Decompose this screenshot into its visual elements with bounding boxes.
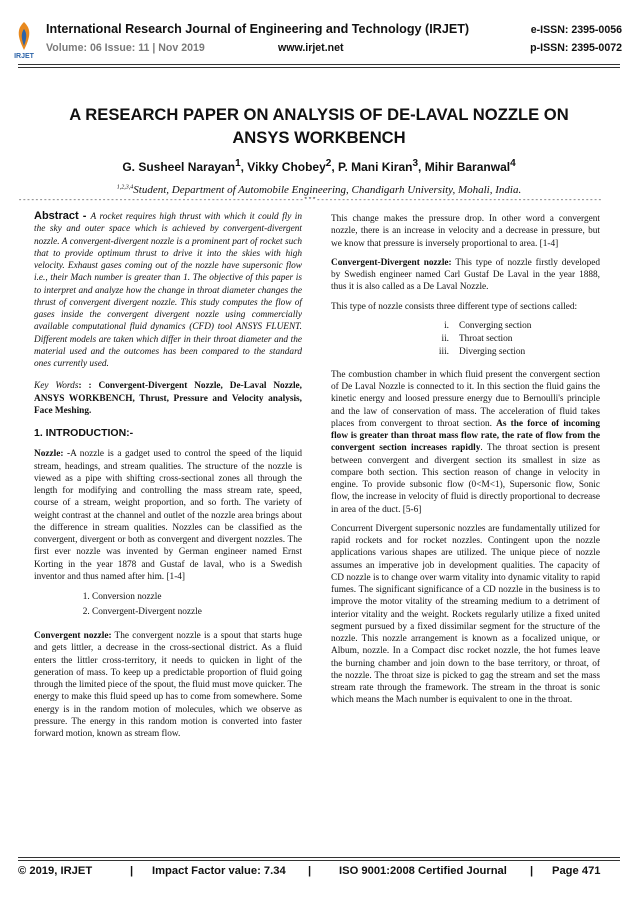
intro-heading: 1. INTRODUCTION:- (34, 427, 134, 439)
affiliation (40, 184, 598, 196)
author-name: Vikky Chobey (247, 160, 326, 174)
list-number: ii. (441, 333, 449, 344)
footer-iso: ISO 9001:2008 Certified Journal (339, 865, 507, 877)
journal-website: www.irjet.net (278, 42, 344, 54)
volume-issue: Volume: 06 Issue: 11 | Nov 2019 (46, 42, 205, 54)
paragraph-bold: As the force of incoming flow is greater than throat mass flow rate, the rate of flow from the convergent section increases rapidly (331, 418, 600, 454)
list-label: Throat section (459, 333, 513, 344)
list-label: Converging section (459, 320, 532, 331)
pissn: p-ISSN: 2395-0072 (530, 42, 622, 54)
header-rule-bottom (18, 67, 620, 68)
title-line-1: A RESEARCH PAPER ON ANALYSIS OF DE-LAVAL NOZZLE ON (69, 105, 569, 124)
paragraph-part: The combustion chamber in which fluid present the convergent section of De Laval Nozzle is connected to it. In this section the fluid gains the kinetic energy and loosed pressure energy due to Bernoulli's principle and the law of conservation of mass. The acceleration of fluid takes places from convergent to throat section. (331, 369, 600, 429)
paragraph: This type of nozzle consists three different type of sections called: (331, 301, 578, 312)
nozzle-label: Nozzle: - (34, 449, 71, 460)
author-sup: 2 (325, 158, 332, 169)
list-item (331, 346, 600, 359)
list-item: 2. Convergent-Divergent nozzle (92, 605, 302, 620)
eissn: e-ISSN: 2395-0056 (530, 24, 622, 36)
list-label: Diverging section (459, 346, 526, 357)
separator-line: --------------------------------------------------------------------***-------------------------------------------------------------------- (18, 197, 602, 205)
paragraph: Concurrent Divergent supersonic nozzles are fundamentally utilized for rapid rockets and for rocket nozzles. Contingent upon the nozzle applications various shapes are utilized. The unique piece of nozzle assumes an imperative job in development qualities. The capacity of CD nozzle is to change over warm vitality into dynamic vitality to rapid fumes. The significant significance of a CD nozzle in the business is to improve the motor vitality of the streaming medium to a detriment of interior vitality and the weight. Rockets regularly utilize a fixed united segment pursued by a fixed dissimilar segment for the structure of the nozzle. This nozzle arrangement is known as a focalized unique, or Album, nozzle. In a Compact disc rocket nozzle, the hot fumes leave the burning chamber and join down to the base territory, or throat, of the nozzle. The throat size is picked to gag the stream and set the mass stream rate through the framework. The stream in the throat is sonic which means the Mach number is equivalent to one in the throat. (331, 523, 600, 706)
author-name: P. Mani Kiran (338, 160, 413, 174)
author-sup: 4 (510, 158, 516, 169)
logo-text: IRJET (14, 53, 34, 60)
left-column (34, 210, 302, 747)
author-name: G. Susheel Narayan (122, 160, 236, 174)
title-line-2: ANSYS WORKBENCH (232, 128, 406, 147)
list-number: i. (444, 320, 449, 331)
footer-rule-top (18, 857, 620, 858)
list-item (331, 320, 600, 333)
right-column (331, 213, 600, 714)
author-sup: 3 (412, 158, 419, 169)
footer-separator: | (130, 865, 134, 877)
abstract-text: A rocket requires high thrust with which it could fly in the sky and outer space which is achieved by convergent-divergent nozzle. A convergent-divergent nozzle is a prominent part of rocket such that to provide optimum thrust to drive it into the skies with high velocity. Exhaust gases coming out of the nozzle have supersonic flow i.e., their Mach number is greater than 1. The objective of this paper is to interpret and analyze how the change in throat diameter changes the thrust of convergent divergent nozzle. This study computes the flow of gases inside the convergent divergent nozzle using commercially available computational fluid dynamics (CFD) tool ANSYS FLUENT. Different models are taken which differ in their throat diameter and the material used and the outcomes has been compared to the standard ones currently used. (34, 212, 302, 369)
paragraph-part: . The throat section is present between convergent and divergent section its smallest in size as compare both section. This section reason of change in velocity in engine. To provide subsonic flow (0<M<1), Supersonic flow, Sonic flow, the increase in velocity of fluid is directly proportional to decrease in area of the duct. [5-6] (331, 443, 600, 515)
convergent-label: Convergent nozzle: (34, 631, 112, 641)
list-number: iii. (438, 346, 449, 357)
footer-page: Page 471 (552, 865, 601, 877)
cd-nozzle-label: Convergent-Divergent nozzle: (331, 257, 452, 268)
keywords-text: : : Convergent-Divergent Nozzle, De-Laval Nozzle, ANSYS WORKBENCH, Thrust, Pressure and Velocity analysis, Face Meshing. (34, 381, 302, 416)
section-list (331, 320, 600, 359)
footer-separator: | (308, 865, 312, 877)
nozzle-type-list (34, 590, 302, 620)
footer-separator: | (530, 865, 534, 877)
page-header (0, 0, 638, 86)
affiliation-text: Student, Department of Automobile Engineering, Chandigarh University, Mohali, India. (133, 184, 522, 196)
author-sup: 1 (235, 158, 241, 169)
header-rule-top (18, 64, 620, 65)
affiliation-sup: 1,2,3,4 (116, 184, 134, 191)
abstract-label: Abstract - (34, 210, 91, 222)
journal-title: International Research Journal of Engineering and Technology (IRJET) (46, 22, 470, 36)
author-name: Mihir Baranwal (424, 160, 511, 174)
paragraph: This change makes the pressure drop. In other word a convergent nozzle, there is an increase in velocity and a decrease in pressure, but we know that pressure is inversely proportional to area. [1-4] (331, 214, 600, 249)
list-item: 1. Conversion nozzle (92, 590, 302, 605)
list-item (331, 333, 600, 346)
convergent-text: The convergent nozzle is a spout that starts huge and gets littler, a decrease in the cross-sectional district. As a fluid enters the littler cross-territory, it needs to quicken in light of the generation of mass. To keep up a predictable proportion of fluid going through the limited piece of the spout, the fluid must move quicker. The energy to make this fluid speed up has to come from somewhere. Some energy is in the random motion of molecules, which we observe as pressure. The energy in this random motion is converted into faster forward motion, known as stream flow. (34, 631, 302, 739)
footer-rule-bottom (18, 860, 620, 861)
paper-title (40, 103, 598, 149)
footer-impact: Impact Factor value: 7.34 (152, 865, 286, 877)
keywords-label: Key Words (34, 381, 79, 392)
cd-nozzle-text: This type of nozzle firstly developed by Swedish engineer named Carl Gustaf De Laval in the year 1888, thus it is also called as a De Laval Nozzle. (331, 257, 600, 293)
author-list: G. Susheel Narayan$^1$, Vikky Chobey$^2$, P. Mani Kiran$^3$, Mihir Baranwal$^4$ (122, 158, 516, 174)
footer-copyright: © 2019, IRJET (18, 865, 93, 877)
nozzle-text: A nozzle is a gadget used to control the speed of the liquid stream, headings, and stream qualities. The structure of the nozzle is viewed as a pipe with shifting cross-sectional zones all through the length for modifying and controlling the mass stream rate, speed, course of a stream, weight proportion, and so forth. The variety of weight contrast at the channel and outlet of the nozzle area brings about the difference in stream qualities. Nozzles can be classified as the convergent, divergent or both as convergent and divergent nozzles. The first ever nozzle was invented by German engineer named Ernst Korting in the year 1878 and Gustaf de laval, who is a Swedish inventor and thus named after him. [1-4] (34, 449, 303, 582)
irjet-logo (11, 20, 37, 60)
